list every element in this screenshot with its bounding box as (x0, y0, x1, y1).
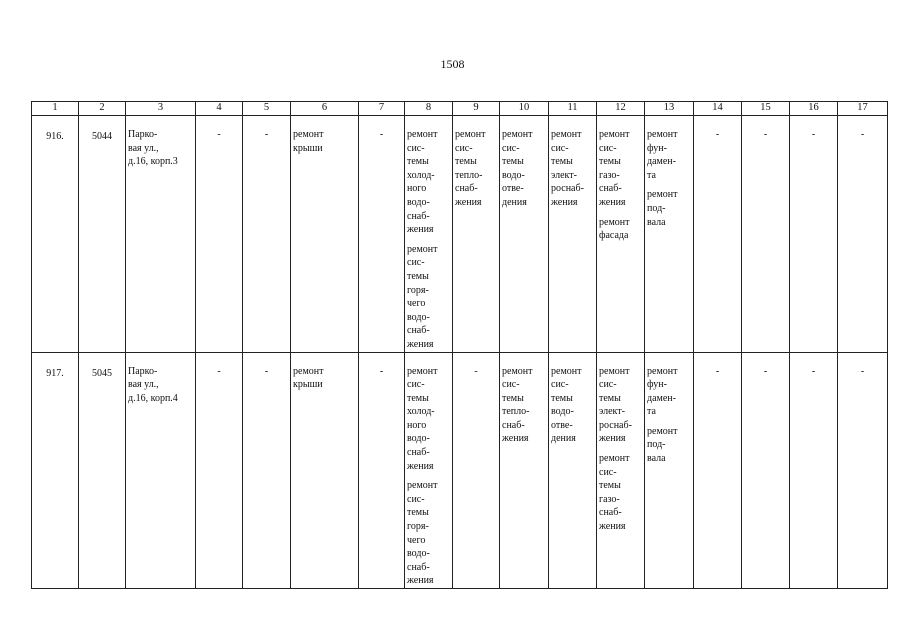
work-cell-c6 (291, 116, 359, 353)
work-item: ремонт сис- темы горя- чего водо- снаб- жения (407, 480, 438, 587)
column-header: 7 (359, 102, 405, 116)
work-item: ремонт сис- темы тепло- снаб- жения (455, 129, 486, 208)
work-cell-c12 (597, 352, 645, 589)
empty-cell-c4: - (196, 116, 243, 353)
work-cell-c10 (500, 116, 549, 353)
building-code: 5044 (79, 116, 126, 353)
work-cell-c13 (645, 352, 694, 589)
column-header: 13 (645, 102, 694, 116)
column-header: 4 (196, 102, 243, 116)
empty-cell-c14: - (694, 352, 742, 589)
empty-cell-c7: - (359, 352, 405, 589)
work-item: ремонт сис- темы горя- чего водо- снаб- жения (407, 243, 438, 350)
address-cell: Парко- вая ул., д.16, корп.4 (126, 352, 196, 589)
row-number: 917. (32, 352, 79, 589)
work-item: ремонт сис- темы элект- роснаб- жения (551, 129, 584, 208)
empty-cell-c4: - (196, 352, 243, 589)
work-item: ремонт сис- темы газо- снаб- жения (599, 453, 630, 533)
table-row (32, 116, 888, 353)
column-header: 9 (453, 102, 500, 116)
work-cell-c13 (645, 116, 694, 353)
empty-cell-c16: - (790, 352, 838, 589)
work-item: ремонт фун- дамен- та (647, 129, 678, 181)
empty-cell-c17: - (838, 116, 888, 353)
column-header: 3 (126, 102, 196, 116)
work-item: ремонт сис- темы холод- ного водо- снаб- жения (407, 129, 438, 236)
work-item: ремонт фасада (599, 216, 630, 242)
empty-cell-c5: - (243, 352, 291, 589)
work-item: ремонт под- вала (647, 425, 678, 465)
empty-cell-c5: - (243, 116, 291, 353)
page-number: 1508 (440, 57, 465, 71)
empty-cell-c7: - (359, 116, 405, 353)
work-cell-c6 (291, 352, 359, 589)
empty-cell-c16: - (790, 116, 838, 353)
column-header: 17 (838, 102, 888, 116)
empty-cell-c15: - (742, 116, 790, 353)
column-header: 5 (243, 102, 291, 116)
column-header: 16 (790, 102, 838, 116)
column-number-header (32, 102, 888, 116)
empty-cell-c9: - (453, 352, 500, 589)
column-header: 2 (79, 102, 126, 116)
work-cell-c10 (500, 352, 549, 589)
work-item: ремонт сис- темы тепло- снаб- жения (502, 365, 533, 445)
empty-cell-c15: - (742, 352, 790, 589)
work-item: ремонт фун- дамен- та (647, 365, 678, 418)
work-cell-c8 (405, 116, 453, 353)
work-item: ремонт под- вала (647, 189, 678, 228)
work-item: ремонт сис- темы водо- отве- дения (502, 129, 533, 208)
work-item: ремонт сис- темы холод- ного водо- снаб- жения (407, 365, 438, 472)
column-header: 15 (742, 102, 790, 116)
work-item: ремонт сис- темы газо- снаб- жения (599, 129, 630, 208)
table-row (32, 352, 888, 589)
building-code: 5045 (79, 352, 126, 589)
column-header: 11 (549, 102, 597, 116)
work-cell-c11 (549, 116, 597, 353)
work-cell-c9 (453, 116, 500, 353)
empty-cell-c17: - (838, 352, 888, 589)
column-header: 8 (405, 102, 453, 116)
work-cell-c12 (597, 116, 645, 353)
work-cell-c11 (549, 352, 597, 589)
row-number: 916. (32, 116, 79, 353)
work-item: ремонт крыши (293, 129, 324, 154)
column-header: 12 (597, 102, 645, 116)
column-header: 1 (32, 102, 79, 116)
work-cell-c8 (405, 352, 453, 589)
work-item: ремонт сис- темы элект- роснаб- жения (599, 365, 632, 445)
column-header: 6 (291, 102, 359, 116)
work-item: ремонт сис- темы водо- отве- дения (551, 365, 582, 445)
work-item: ремонт крыши (293, 365, 324, 391)
address-cell: Парко- вая ул., д.16, корп.3 (126, 116, 196, 353)
column-header: 10 (500, 102, 549, 116)
empty-cell-c14: - (694, 116, 742, 353)
repair-schedule-table (31, 101, 888, 589)
column-header: 14 (694, 102, 742, 116)
